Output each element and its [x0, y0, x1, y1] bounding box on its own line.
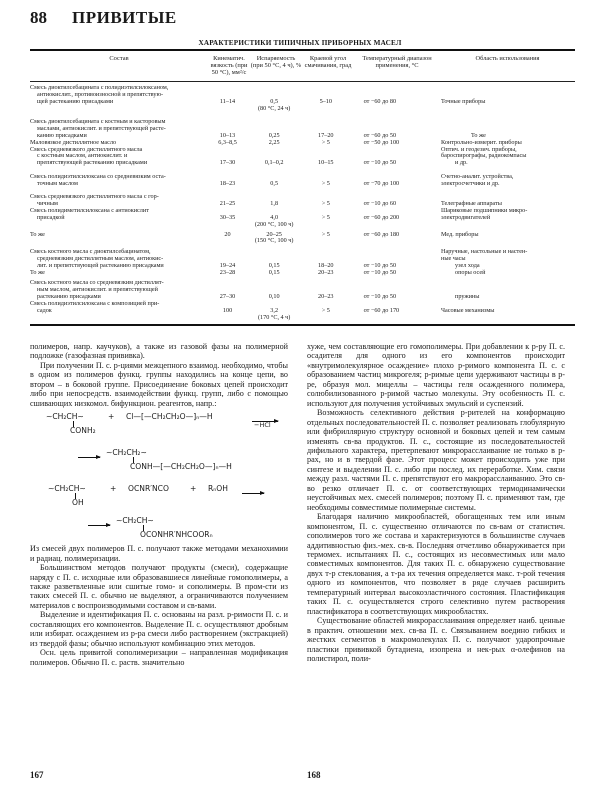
cell-viscosity: 6,3–8,5 — [218, 138, 237, 146]
composition-line: ным маслом, антиокислит. и препятствующей — [37, 285, 158, 293]
page-header — [30, 8, 177, 34]
cell-contact-angle: > 5 — [321, 306, 330, 314]
usage-line: и др. — [455, 159, 468, 167]
cell-evaporation — [248, 308, 300, 322]
composition-line: с костным маслом, антиокислит. и — [37, 152, 128, 160]
cell-composition — [30, 119, 207, 140]
cell-composition — [30, 194, 207, 208]
page-number-right: 168 — [307, 770, 321, 780]
usage-line: Точные приборы — [441, 98, 486, 106]
reaction1-polymer: ~CH₂CH~ — [46, 412, 84, 422]
reaction-arrow-icon — [88, 520, 110, 529]
chemical-reaction-scheme — [30, 408, 288, 586]
cell-temperature-range: от −60 до 200 — [363, 213, 400, 221]
cell-temperature-range: от −70 до 100 — [363, 180, 400, 188]
evaporation-value: 0,1–0,2 — [264, 159, 284, 167]
cell-viscosity: 17–30 — [219, 159, 236, 167]
composition-line: Маловязкое дистиллятное масло — [30, 138, 117, 146]
plus-sign: + — [110, 484, 117, 494]
evaporation-note: (150 °С, 100 ч) — [254, 237, 294, 245]
header-usage: Область использования — [475, 54, 540, 62]
paragraph: Большинством методов получают продукты (смеси), содержащие наряду с П. с. исходные или образовавшиеся линейные гомополимеры, а также разветвленные или сшитые гомо- и сополимеры. В пром-сти из таких смесей П. с. обычно не выделяют, а ограничиваются получением материалов с воспроизводимыми составом и св-вами. — [30, 563, 288, 610]
cell-evaporation — [248, 140, 300, 147]
usage-line: Счетно-аналит. устройства, — [441, 173, 514, 181]
cell-temperature-range: от −10 до 50 — [363, 292, 397, 300]
cell-temperature-range: от −60 до 80 — [363, 98, 397, 106]
reaction2-substituent: OH — [72, 498, 84, 508]
paragraph: Существование областей микрорасслаивания определяет наиб. ценные в практич. отношении мех. св-ва П. с. Связыванием воедино гибких и жестких сегментов в макромолекулах П. с. получают ударопрочные пластики прививкой бутадиена, изопрена и нек-рых α-олефинов на полистирол, поли- — [307, 616, 565, 663]
cell-temperature-range: от −10 до 50 — [363, 262, 397, 270]
usage-line: пружины — [455, 292, 480, 300]
composition-line: присадкой — [37, 213, 65, 221]
usage-line: Контрольно-измерит. приборы — [441, 138, 522, 146]
composition-line: Смесь костного масла со средневязким дистиллят- — [30, 279, 164, 287]
paragraph: полимеров, напр. каучуков), а также из газовой фазы на полимерной подложке (газофазная прививка). — [30, 342, 288, 361]
plus-sign: + — [108, 412, 115, 422]
composition-line: щей растеканию присадками — [37, 98, 114, 106]
cell-usage — [437, 147, 575, 168]
evaporation-value: 0,5 — [270, 98, 279, 106]
cell-evaporation — [248, 201, 300, 208]
composition-line: Смесь полидиметилсилоксана с антиокислит — [30, 206, 149, 214]
cell-contact-angle: > 5 — [321, 230, 330, 238]
composition-line: Смесь полидиэтилсилоксана с композицией при- — [30, 299, 160, 307]
composition-line: препятствующей растеканию присадками — [37, 159, 148, 167]
evaporation-note: (200 °С, 100 ч) — [254, 220, 294, 228]
paragraph: Из смесей двух полимеров П. с. получают также методами механохимии и радиац. полимеризации. — [30, 544, 288, 563]
reaction2-reagent-diisocyanate: OCNR′NCO — [128, 484, 169, 494]
table-bottom-rule — [30, 324, 575, 326]
header-viscosity: Кинематич. вязкость (при 50 °С), мм²/с — [210, 54, 248, 76]
composition-line: То же — [30, 269, 45, 277]
usage-line: узел хода — [455, 262, 480, 270]
composition-line: лит. и препятствующей растеканию присадками — [37, 262, 164, 270]
evaporation-value: 4,0 — [270, 213, 279, 221]
reaction2-polymer: ~CH₂CH~ — [48, 484, 86, 494]
cell-viscosity: 27–30 — [219, 292, 236, 300]
reaction-arrow-icon — [78, 452, 100, 461]
evaporation-value: 0,15 — [268, 269, 280, 277]
cell-contact-angle: 20–23 — [318, 292, 334, 300]
header-temperature-range: Температурный диапазон применения, °С — [362, 54, 432, 69]
paragraph: хуже, чем составляющие его гомополимеры. При добавлении к р-ру П. с. осадителя для одного из его компонентов происходит «внутримолекулярное осаждение» плохо р-римого компонента П. с. с образованием частиц микрогеля; р-римые цепи удерживают частицы в р-ре, образуя мол. мицеллы – частицы геля осажденного полимера, солюбилизованного р-римой частью молекулы. Эту особенность П. с. используют для получения устойчивых эмульсий и суспензий. — [307, 342, 565, 408]
cell-contact-angle: 5–10 — [319, 98, 332, 106]
usage-line: Шариковые подшипники микро- — [441, 206, 528, 214]
cell-viscosity: 10–13 — [219, 131, 236, 139]
evaporation-value: 0,25 — [268, 131, 280, 139]
cell-evaporation — [248, 215, 300, 229]
reaction1-condition: −HCl — [254, 421, 271, 430]
table-row — [30, 119, 575, 140]
paragraph: Осн. цель привитой сополимеризации – направленная модификация полимеров. Обычно П. с. раств. значительно — [30, 648, 288, 667]
composition-line: точным маслом — [37, 180, 78, 188]
header-evaporation: Испаряемость (при 50 °С, 4 ч), % — [250, 54, 302, 69]
composition-line: маслами, антиокислит. и препятствующей расте- — [37, 124, 166, 132]
paragraph: Выделение и идентификация П. с. основаны на разл. р-римости П. с. и составляющих его компонентов. Выделение П. с. осуществляют дробным или избират. осаждением из р-ра смеси либо растворением (экстракцией) из твердой фазы; обычно используют комбинацию этих методов. — [30, 610, 288, 648]
cell-composition — [30, 270, 207, 277]
reaction1-reagent: Cl—[—CH₂CH₂O—]ₙ—H — [126, 412, 213, 422]
table-row — [30, 208, 575, 229]
cell-viscosity: 30–35 — [219, 213, 236, 221]
cell-viscosity: 19–24 — [219, 262, 236, 270]
usage-line: Телеграфные аппараты — [441, 199, 502, 207]
composition-line: растеканию присадками — [37, 292, 101, 300]
cell-usage — [437, 249, 575, 270]
cell-composition — [30, 174, 207, 188]
usage-line: Наручные, настольные и настен- — [441, 248, 528, 256]
cell-temperature-range: от −50 до 100 — [363, 138, 400, 146]
evaporation-value: 2,25 — [268, 138, 280, 146]
table-row — [30, 147, 575, 168]
cell-composition — [30, 280, 207, 301]
reaction1-substituent: CONH₂ — [70, 426, 96, 436]
cell-evaporation — [248, 181, 300, 188]
cell-temperature-range: от −60 до 180 — [363, 230, 400, 238]
cell-temperature-range: от −10 до 50 — [363, 269, 397, 277]
usage-line: ные часы — [441, 255, 466, 263]
table-row — [30, 85, 575, 113]
usage-line: Оптич. и геодезич. приборы, — [441, 145, 517, 153]
oil-characteristics-table — [30, 49, 575, 326]
table-row — [30, 301, 575, 322]
cell-composition — [30, 208, 207, 222]
header-contact-angle: Краевой угол смачивания, град — [304, 54, 352, 69]
right-text-column — [307, 342, 565, 663]
cell-temperature-range: от −10 до 60 — [363, 199, 397, 207]
cell-temperature-range: от −60 до 50 — [363, 131, 397, 139]
composition-line: Смесь средневязкого дистиллятного масла — [30, 145, 143, 153]
cell-temperature-range: от −10 до 50 — [363, 159, 397, 167]
usage-line: бароспирографы, радиокомпасы — [441, 152, 527, 160]
evaporation-value: 20–25 — [266, 230, 282, 238]
composition-line: То же — [30, 230, 45, 238]
cell-viscosity: 18–23 — [219, 180, 236, 188]
cell-contact-angle: 10–15 — [318, 159, 334, 167]
table-header-row — [30, 51, 575, 81]
cell-usage — [437, 208, 575, 222]
composition-line: средневязким дистиллятным маслом, антиокис- — [37, 255, 164, 263]
cell-composition — [30, 147, 207, 168]
composition-line: Смесь костного масла с диоктилсебацинатом, — [30, 248, 151, 256]
evaporation-value: 0,15 — [268, 262, 280, 270]
reaction2-product-substituent: OCONHR′NHCOORₙ — [140, 530, 213, 540]
cell-usage — [437, 174, 575, 188]
table-row — [30, 194, 575, 208]
composition-line: Смесь полидиэтилсилоксана со средневязким оста- — [30, 173, 166, 181]
cell-usage — [437, 294, 575, 301]
running-head: ПРИВИТЫЕ — [72, 8, 177, 27]
cell-usage — [437, 99, 575, 106]
table-row — [30, 174, 575, 188]
table-row — [30, 249, 575, 270]
cell-contact-angle: > 5 — [321, 213, 330, 221]
composition-line: Смесь средневязкого дистиллятного масла с гор- — [30, 193, 159, 201]
evaporation-value: 3,2 — [270, 306, 279, 314]
page-number-top: 88 — [30, 8, 47, 27]
cell-evaporation — [248, 294, 300, 301]
usage-line: электродвигателей — [441, 213, 491, 221]
cell-composition — [30, 232, 207, 239]
reaction2-product: ~CH₂CH~ — [116, 516, 154, 526]
usage-line: То же — [471, 131, 486, 139]
cell-viscosity: 100 — [222, 306, 233, 314]
header-composition: Состав — [109, 54, 129, 62]
paragraph: При получении П. с. р-циями межцепного взаимод. необходимо, чтобы в одном из полимеров функц. группы находились на конце цепи, во втором – в боковой группе. Присоединение боковых цепей происходит либо при непосредств. взаимодействии функц. групп, либо с помощью сшивающих низкомол. бифункцион. реагентов, напр.: — [30, 360, 288, 408]
cell-contact-angle: 17–20 — [318, 131, 334, 139]
cell-usage — [437, 270, 575, 277]
cell-contact-angle: > 5 — [321, 199, 330, 207]
table-row — [30, 232, 575, 246]
cell-contact-angle: 20–23 — [318, 269, 334, 277]
paragraph: Благодаря наличию микрообластей, обогащенных тем или иным компонентом, П. с. существенно отличаются по св-вам от статистич. сополимеров того же состава и характеризуются в большинстве случаев аддитивностью физ.-мех. св-в. Последняя отчетливо обнаруживается при термомех. испытаниях П. с., состоящих из несовместимых или мало совместимых компонентов. Для таких П. с. обнаружено существование двух т-р стеклования, а т-ра их течения определяется макс. т-рой течения одного из компонентов, что позволяет в ряде случаев расширить температурный интервал высокоэластичного состояния. Пластификация таких П. с. осуществляется строго селективно путем растворения пластификатора в соответствующих микрообластях. — [307, 512, 565, 616]
cell-composition — [30, 85, 207, 106]
cell-viscosity: 23–28 — [219, 269, 236, 277]
cell-evaporation — [248, 270, 300, 277]
composition-line: Смесь диоктилсебацината с полидиэтилсилоксаном, — [30, 84, 169, 92]
table-title: ХАРАКТЕРИСТИКИ ТИПИЧНЫХ ПРИБОРНЫХ МАСЕЛ — [198, 39, 402, 47]
evaporation-value: 0,5 — [270, 180, 279, 188]
composition-line: антиокислит., противоизносной и препятствую- — [37, 91, 164, 99]
reaction-arrow-icon — [242, 488, 264, 497]
plus-sign: + — [190, 484, 197, 494]
left-text-column — [30, 342, 288, 667]
composition-line: садок — [37, 306, 52, 314]
cell-composition — [30, 301, 207, 315]
reaction1-product-substituent: CONH—[—CH₂CH₂O—]ₙ—H — [130, 462, 232, 472]
evaporation-value: 0,10 — [268, 292, 280, 300]
table-row — [30, 280, 575, 301]
cell-contact-angle: > 5 — [321, 138, 330, 146]
composition-line: чичным — [37, 199, 58, 207]
cell-contact-angle: 18–20 — [318, 262, 334, 270]
usage-line: Мед. приборы — [441, 230, 479, 238]
reaction1-product: ~CH₂CH₂~ — [106, 448, 147, 458]
usage-line: опоры осей — [455, 269, 486, 277]
reaction2-reagent-alcohol: RₙOH — [208, 484, 228, 494]
usage-line: Часовые механизмы — [441, 306, 495, 314]
cell-viscosity: 21–25 — [219, 199, 236, 207]
table-row — [30, 270, 575, 277]
evaporation-note: (80 °С, 24 ч) — [257, 105, 291, 112]
cell-evaporation — [248, 99, 300, 113]
composition-line: Смесь диоктилсебацината с костным и касторовым — [30, 117, 166, 125]
composition-line: канию присадками — [37, 131, 87, 139]
page-number-left: 167 — [30, 770, 44, 780]
paragraph: Возможность селективного действия р-рителей на конформацию отдельных последовательностей П. с. позволяет реализовать глобулярную или фибриллярную структуру основной и боковых цепей и тем самым изменять св-ва продуктов. П. с., состоящие из последовательностей дифильного характера, претерпевают микрорасслаивание не только в р-рах, но и в твердой фазе. Этот процесс может происходить уже при синтезе и выделении П. с. либо при послед. их переработке. Хим. связи между разл. частями П. с. препятствуют его макрорасслаиванию. Это св-во резко отличает П. с. от соответствующих термодинамически неустойчивых мех. смесей полимеров; поэтому П. с. применяют там, где необходимы совместимые полимерные системы. — [307, 408, 565, 512]
usage-line: электросчетчики и др. — [441, 180, 500, 188]
cell-contact-angle: > 5 — [321, 180, 330, 188]
cell-composition — [30, 249, 207, 270]
evaporation-note: (170 °С, 4 ч) — [257, 313, 291, 321]
table-body — [30, 81, 575, 321]
evaporation-value: 1,8 — [270, 199, 279, 207]
cell-temperature-range: от −60 до 170 — [363, 306, 400, 314]
cell-evaporation — [248, 160, 300, 167]
cell-evaporation — [248, 232, 300, 246]
cell-viscosity: 11–14 — [219, 98, 236, 106]
cell-viscosity: 20 — [224, 230, 231, 238]
cell-usage — [437, 232, 575, 239]
cell-usage — [437, 308, 575, 315]
